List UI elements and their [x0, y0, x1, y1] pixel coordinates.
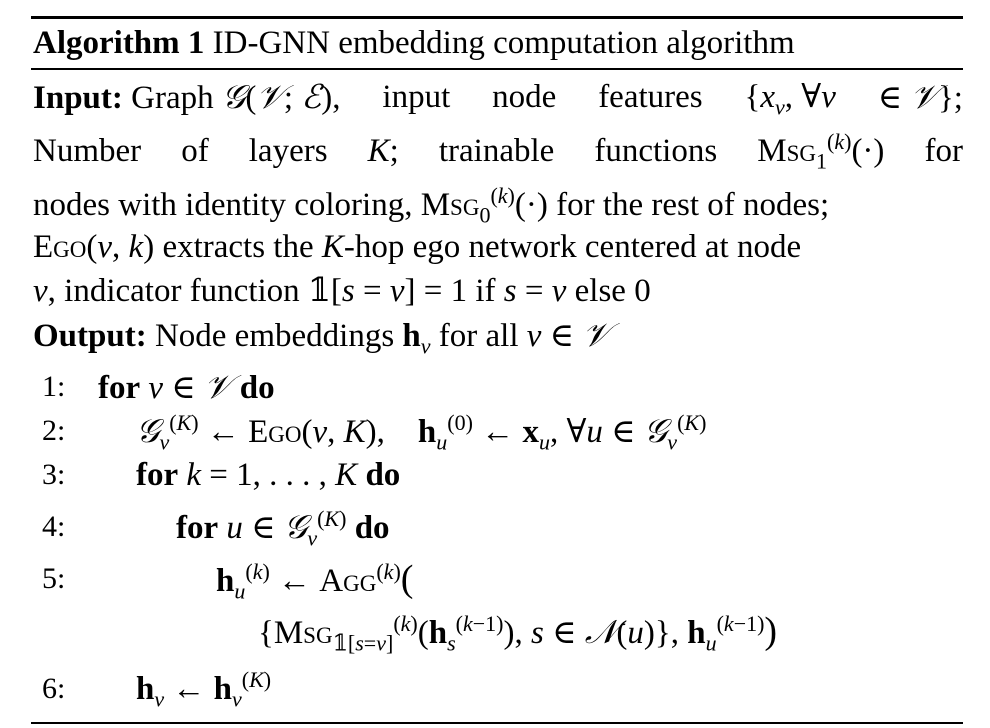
step-2: [0, 408, 990, 458]
step-6: [0, 666, 990, 716]
input-line-1: Input: Graph 𝒢(𝒱; ℰ), input node features {$x_v$, ∀v ∈ 𝒱};: [33, 77, 963, 120]
step-code: {$Msg_{𝟙[s=v]}^{(k)}(h_s^{(k-1)})$, s ∈ 𝒩(u)}, $h_u^{(k-1)}$): [258, 610, 778, 656]
step-number: 1:: [42, 370, 66, 403]
step-5: [0, 556, 990, 606]
input-line-3: nodes with identity coloring, Msg$_0^{(k)}$(·) for the rest of nodes;: [33, 183, 830, 228]
step-code: for v ∈ 𝒱 do: [98, 367, 275, 406]
input-label: Input:: [33, 80, 123, 116]
algorithm-label: Algorithm 1: [33, 25, 205, 61]
input-line-4: Ego(v, k) extracts the K-hop ego network centered at node: [33, 229, 802, 265]
input-line-5: v, indicator function 𝟙[s = v] = 1 if s = v else 0: [33, 273, 651, 309]
step-5-continued: [0, 608, 990, 658]
step-number: 4:: [42, 510, 66, 543]
bottom-rule: [31, 722, 963, 724]
algorithm-title: ID-GNN embedding computation algorithm: [212, 25, 795, 61]
input-line-2: Number of layers K; trainable functions Msg$_1^{(k)}$(·) for: [33, 129, 963, 174]
step-code: 𝒢$_v^{(K)}$ ← Ego(v, K), $h_u^{(0)}$ ← $x_u$, ∀u ∈ 𝒢$_v^{(K)}$: [136, 410, 707, 455]
algorithm-caption: [33, 20, 963, 66]
caption-rule: [31, 68, 963, 70]
step-3: [0, 452, 990, 502]
output-label: Output:: [33, 318, 147, 354]
output-line: Output: Node embeddings $h_v$ for all v ∈ 𝒱: [33, 315, 610, 359]
step-1: [0, 364, 990, 414]
top-rule: [31, 16, 963, 19]
step-number: 5:: [42, 562, 66, 595]
step-4: [0, 504, 990, 554]
step-number: 2:: [42, 414, 66, 447]
step-code: $h_u^{(k)}$ ← Agg$^{(k)}$(: [216, 558, 414, 604]
step-number: 6:: [42, 672, 66, 705]
step-code: for k = 1, . . . , K do: [136, 457, 401, 493]
step-code: for u ∈ 𝒢$_v^{(K)}$ do: [176, 506, 390, 551]
step-number: 3:: [42, 458, 66, 491]
step-code: $h_v$ ← $h_v^{(K)}$: [136, 667, 272, 712]
